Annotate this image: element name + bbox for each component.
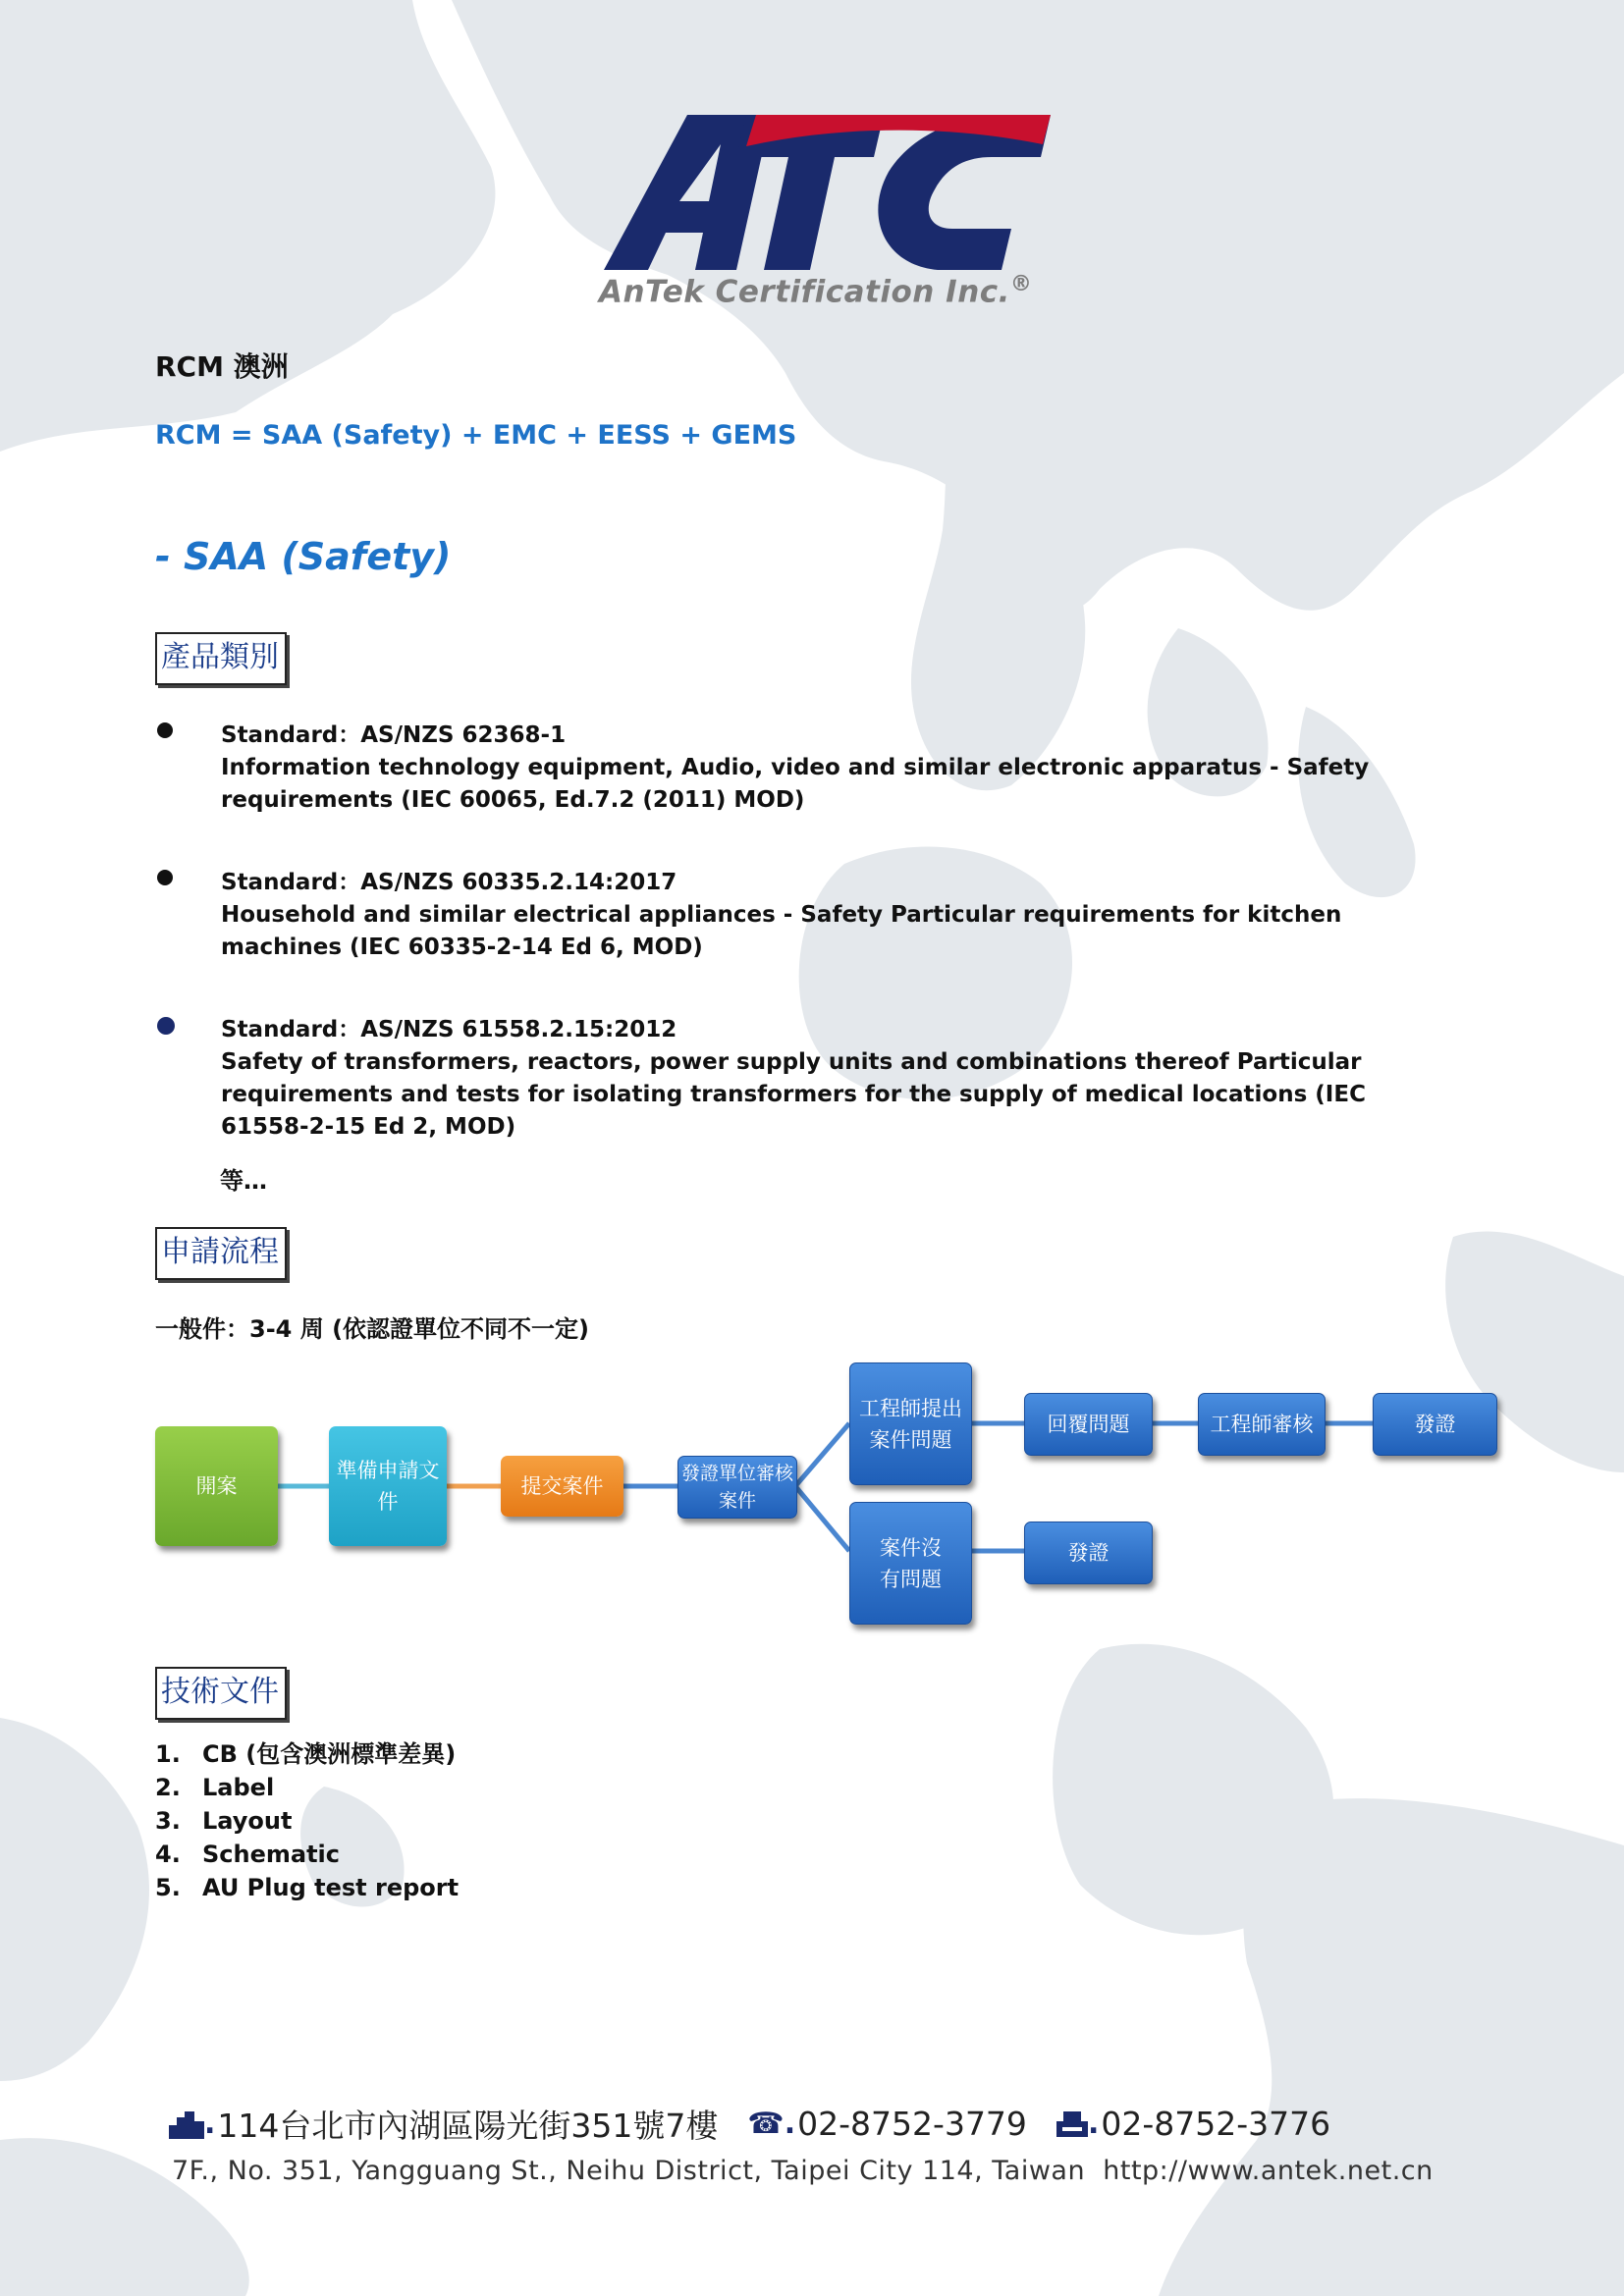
etc-text: 等… — [220, 1167, 267, 1195]
standard-description: Information technology equipment, Audio, video and similar electronic apparatus - Safety requirements (IEC 60065, Ed.7.2 (2011) MOD) — [221, 755, 1370, 813]
process-heading: 申請流程 — [155, 1227, 287, 1280]
address-chinese: 114台北市內湖區陽光街351號7樓 — [217, 2107, 719, 2145]
building-icon — [169, 2109, 204, 2139]
fax-icon — [1056, 2109, 1088, 2139]
flow-step-issue-certificate: 發證 — [1024, 1522, 1153, 1584]
flow-step-submit: 提交案件 — [501, 1456, 623, 1517]
bullet-icon — [157, 722, 173, 738]
flow-step-engineer-question: 工程師提出案件問題 — [849, 1362, 972, 1485]
standard-item — [157, 717, 1473, 825]
antek-logo — [589, 103, 1051, 314]
flow-step-no-question: 案件沒有問題 — [849, 1502, 972, 1625]
product-category-heading: 產品類別 — [155, 632, 287, 685]
process-flowchart — [147, 1355, 1522, 1639]
rcm-formula: RCM = SAA (Safety) + EMC + EESS + GEMS — [155, 420, 797, 451]
bullet-icon — [157, 1017, 175, 1035]
list-item: 4. Schematic — [155, 1841, 341, 1868]
standard-title: Standard：AS/NZS 60335.2.14:2017 — [221, 870, 677, 895]
flow-step-prepare-docs: 準備申請文件 — [329, 1426, 447, 1546]
process-timeline: 一般件：3-4 周 (依認證單位不同不一定) — [155, 1315, 590, 1343]
list-item: 1. CB (包含澳洲標準差異) — [155, 1740, 457, 1768]
standard-title: Standard：AS/NZS 62368-1 — [221, 722, 567, 748]
logo-tagline: AnTek Certification Inc.® — [599, 272, 1033, 310]
rcm-heading: RCM 澳洲 — [155, 350, 289, 383]
tech-docs-list — [155, 1737, 459, 1904]
fax-number: 02-8752-3776 — [1101, 2105, 1331, 2143]
saa-section-title: - SAA (Safety) — [155, 535, 452, 578]
footer-contact: . 114台北市內湖區陽光街351號7樓 ☎. 02-8752-3779 . 02-8752-3776 — [169, 2101, 1330, 2147]
flow-step-open: 開案 — [155, 1426, 278, 1546]
standard-title: Standard：AS/NZS 61558.2.15:2012 — [221, 1017, 677, 1042]
flow-step-review: 發證單位審核案件 — [677, 1456, 797, 1519]
standard-item — [157, 864, 1473, 972]
footer-address-english: 7F., No. 351, Yangguang St., Neihu District, Taipei City 114, Taiwan http://www.antek.net.cn — [172, 2156, 1434, 2186]
list-item: 5. AU Plug test report — [155, 1874, 460, 1901]
flow-step-issue-certificate: 發證 — [1373, 1393, 1497, 1456]
website-link[interactable]: http://www.antek.net.cn — [1103, 2156, 1434, 2186]
phone-number: 02-8752-3779 — [797, 2105, 1027, 2143]
standard-description: Household and similar electrical appliances - Safety Particular requirements for kitchen machines (IEC 60335-2-14 Ed 6, MOD) — [221, 902, 1342, 960]
flow-step-engineer-review: 工程師審核 — [1198, 1393, 1326, 1456]
list-item: 2. Label — [155, 1774, 275, 1801]
flow-step-reply: 回覆問題 — [1024, 1393, 1153, 1456]
tech-docs-heading: 技術文件 — [155, 1667, 287, 1720]
phone-icon: ☎. — [747, 2107, 796, 2141]
list-item: 3. Layout — [155, 1807, 293, 1835]
standard-description: Safety of transformers, reactors, power supply units and combinations thereof Particular requirements and tests for isolating transformers for the supply of medical locations (IEC 61558-2-15 Ed 2, MOD) — [221, 1049, 1366, 1140]
atc-logo-mark — [589, 103, 1051, 280]
bullet-icon — [157, 870, 173, 885]
standard-item — [157, 1011, 1473, 1140]
